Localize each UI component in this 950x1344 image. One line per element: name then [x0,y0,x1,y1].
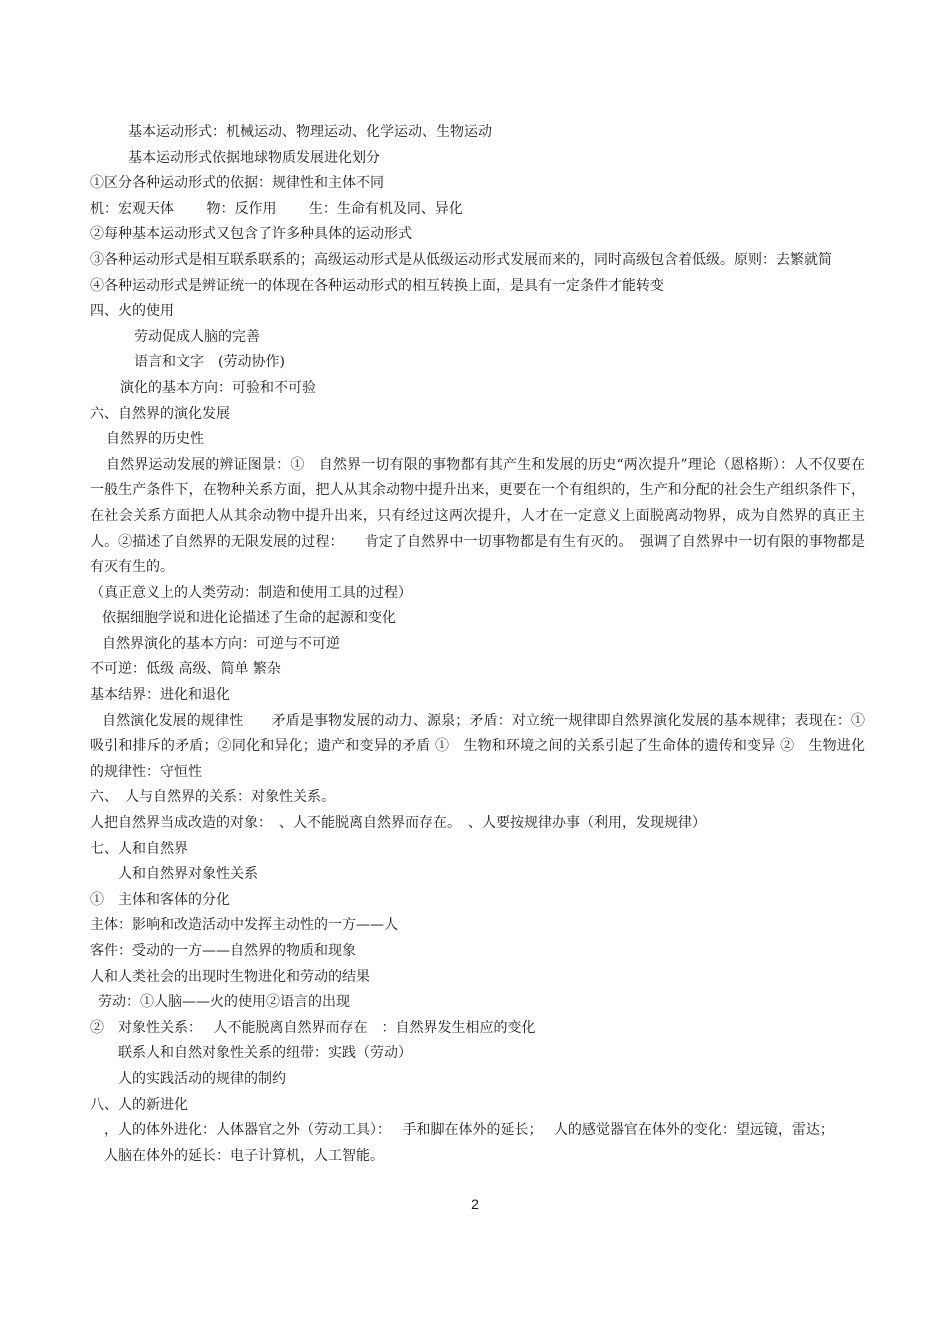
text-line: 演化的基本方向：可验和不可验 [120,379,316,396]
section-heading: 八、人的新进化 [90,1096,188,1113]
section-heading: 七、人和自然界 [90,840,188,857]
text-line: ① 主体和客体的分化 [90,891,230,908]
text-line: 人和人类社会的出现时生物进化和劳动的结果 [90,968,370,985]
text-line: 不可逆：低级 高级、简单 繁杂 [90,661,281,678]
text-line: 语言和文字 (劳动协作) [134,354,285,371]
text-line: 自然界的历史性 [106,431,204,448]
document-body [90,120,865,1169]
text-line: ④各种运动形式是辨证统一的体现在各种运动形式的相互转换上面，是具有一定条件才能转变 [90,277,664,294]
text-line: 机：宏观天体 物：反作用 生：生命有机及同、异化 [90,200,463,217]
text-line: 人和自然界对象性关系 [118,866,258,883]
text-line: 联系人和自然对象性关系的纽带：实践（劳动） [118,1045,412,1062]
text-line: 劳动促成人脑的完善 [134,328,260,345]
text-line: ①区分各种运动形式的依据：规律性和主体不同 [90,175,384,192]
paragraph: 自然界运动发展的辨证图景：① 自然界一切有限的事物都有其产生和发展的历史“两次提升”理论（恩格斯）：人不仅要在一般生产条件下，在物种关系方面，把人从其余动物中提升出来，更要在一个有组织的，生产和分配的社会生产组织条件下，在社会关系方面把人从其余动物中提升出来，只有经过这两次提升，人才在一定意义上面脱离动物界，成为自然界的真正主人。②描述了自然界的无限发展的过程： 肯定了自然界中一切事物都是有生有灭的。 强调了自然界中一切有限的事物都是有灭有生的。 [90,456,865,576]
text-line: 人脑在体外的延长：电子计算机，人工智能。 [104,1147,384,1164]
text-line: 基本运动形式依据地球物质发展进化划分 [128,149,380,166]
section-heading: 六、自然界的演化发展 [90,405,230,422]
paragraph: 自然演化发展的规律性 矛盾是事物发展的动力、源泉；矛盾：对立统一规律即自然界演化发展的基本规律；表现在：①吸引和排斥的矛盾；②同化和异化；遗产和变异的矛盾 ① 生物和环境之间的关系引起了生命体的遗传和变异 ② 生物进化的规律性：守恒性 [90,712,865,780]
text-line: 基本运动形式：机械运动、物理运动、化学运动、生物运动 [128,124,492,140]
text-line: ②每种基本运动形式又包含了许多种具体的运动形式 [90,226,412,243]
text-line: 劳动：①人脑——火的使用②语言的出现 [98,994,350,1011]
text-line: ② 对象性关系： 人不能脱离自然界而存在 ：自然界发生相应的变化 [90,1019,536,1036]
text-line: ，人的体外进化：人体器官之外（劳动工具）： 手和脚在体外的延长； 人的感觉器官在体外的变化：望远镜，雷达； [104,1122,834,1139]
section-heading: 四、火的使用 [90,303,174,320]
text-line: 基本结界：进化和退化 [90,687,230,704]
text-line: 自然界演化的基本方向：可逆与不可逆 [102,635,340,652]
text-line: 人的实践活动的规律的制约 [118,1070,286,1087]
text-line: 客件：受动的一方——自然界的物质和现象 [90,943,356,959]
text-line: 人把自然界当成改造的对象： 、人不能脱离自然界而存在。 、人要按规律办事（利用，发现规律） [90,815,706,832]
text-line: （真正意义上的人类劳动：制造和使用工具的过程） [90,584,412,601]
text-line: 依据细胞学说和进化论描述了生命的起源和变化 [102,610,396,627]
text-line: ③各种运动形式是相互联系联系的；高级运动形式是从低级运动形式发展而来的，同时高级包含着低级。原则：去繁就简 [90,251,832,268]
section-heading: 六、 人与自然界的关系：对象性关系。 [90,789,335,806]
text-line: 主体：影响和改造活动中发挥主动性的一方——人 [90,917,398,934]
page-number: 2 [471,1196,479,1212]
